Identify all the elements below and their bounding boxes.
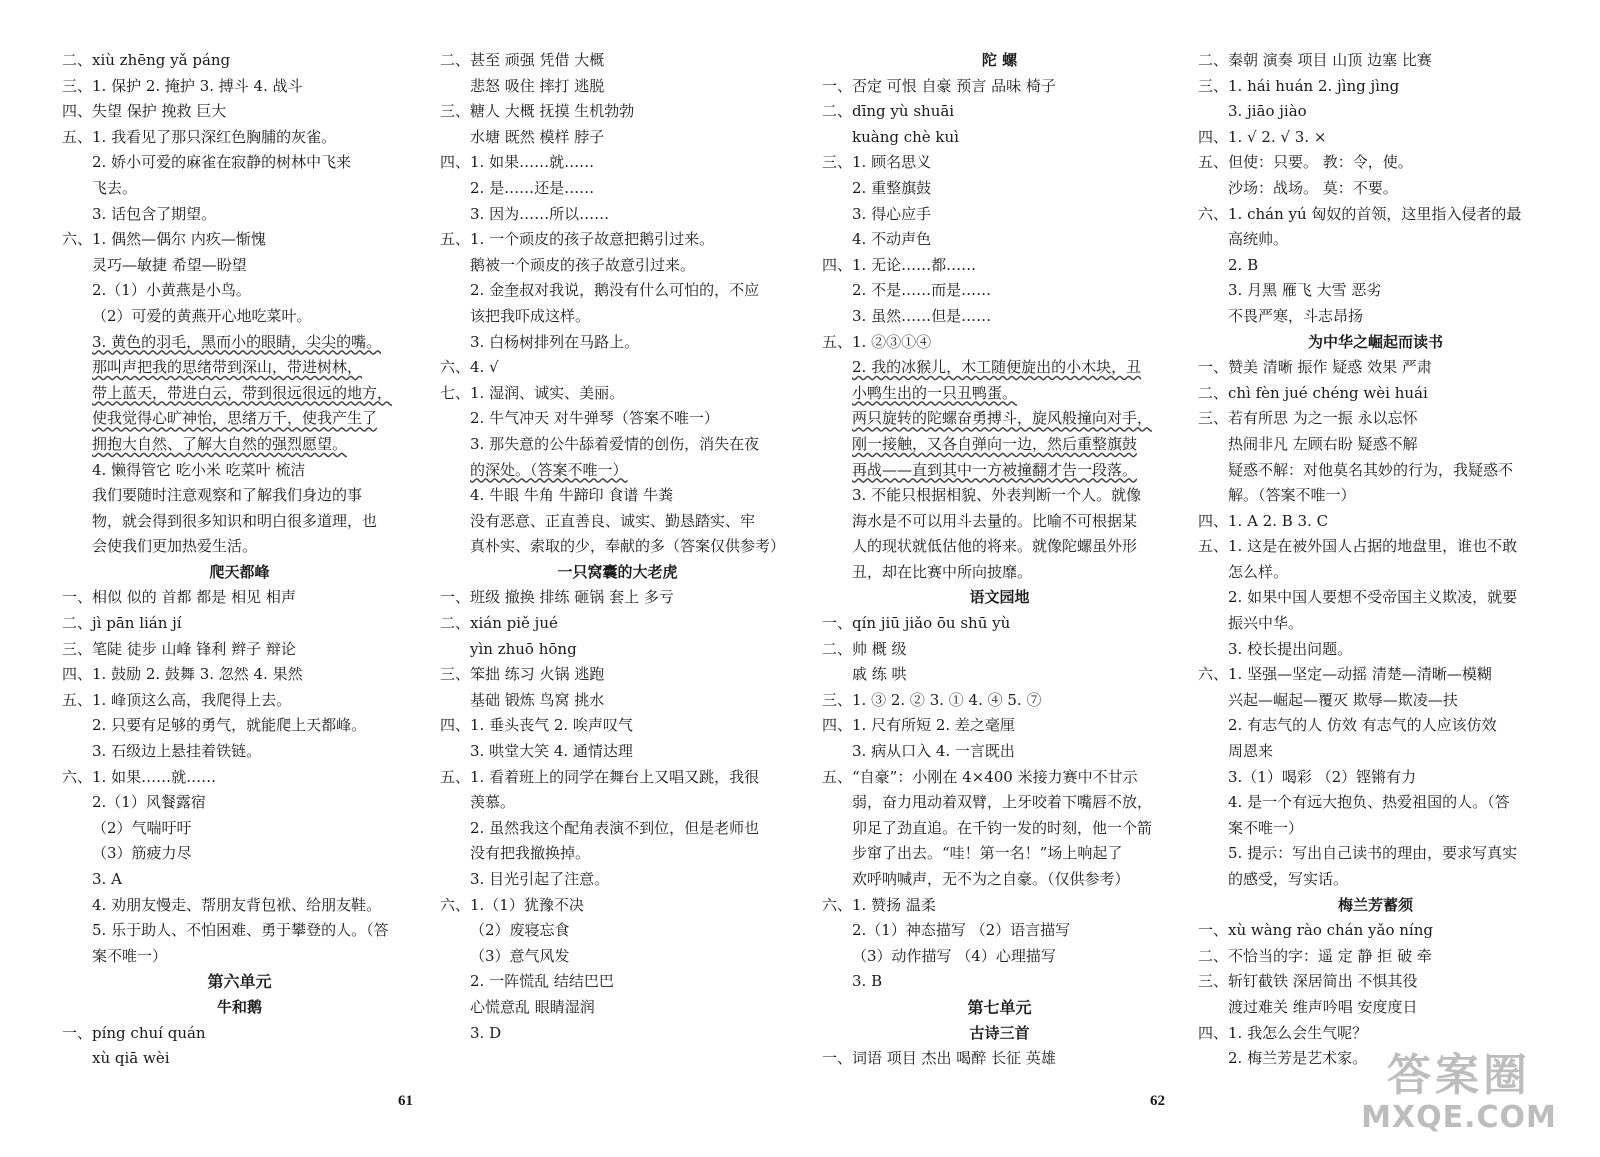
- answer-line: 兴起—崛起—覆灭 欺辱—欺凌—扶: [1228, 690, 1458, 709]
- answer-line: xù qiā wèi: [92, 1049, 170, 1068]
- answer-line: 悲怒 吸住 摔打 逃脱: [470, 76, 605, 95]
- answer-line: （3）筋疲力尽: [92, 844, 192, 863]
- answer-line: 高统帅。: [1228, 230, 1289, 249]
- answer-line: 三、笨拙 练习 火锅 逃跑: [440, 665, 605, 684]
- answer-line: 的感受，写实话。: [1228, 870, 1349, 888]
- answer-line: （3）动作描写 （4）心理描写: [852, 946, 1056, 965]
- answer-line: 六、4. √: [440, 358, 499, 377]
- answer-line: 3. A: [92, 870, 122, 888]
- page-number-left: 61: [398, 1093, 413, 1109]
- answer-column-1: [62, 48, 417, 1072]
- answer-line: 没有把我撤换掉。: [470, 844, 591, 863]
- answer-line: 二、dīng yù shuāi: [822, 102, 955, 121]
- answer-line: 二、xiù zhēng yǎ páng: [62, 51, 231, 69]
- page-number-right: 62: [1150, 1093, 1165, 1109]
- answer-line: 该把我吓成这样。: [470, 306, 591, 325]
- answer-line: 四、1. √ 2. √ 3. ×: [1198, 127, 1327, 146]
- answer-line: 3. 不能只根据相貌、外表判断一个人。就像: [852, 486, 1142, 505]
- section-heading: 陀 螺: [981, 51, 1018, 69]
- answer-line: （2）废寝忘食: [470, 921, 570, 940]
- answer-line: 没有恶意、正直善良、诚实、勤恳踏实、牢: [470, 511, 756, 530]
- answer-line: （2）气喘吁吁: [92, 818, 192, 837]
- answer-line: 弱，奋力甩动着双臂，上牙咬着下嘴唇不放，: [852, 793, 1153, 812]
- answer-line: 我们要随时注意观察和了解我们身边的事: [92, 486, 363, 505]
- answer-line: 拥抱大自然、了解大自然的强烈愿望。: [92, 434, 348, 453]
- answer-line: 人的现状就低估他的将来。就像陀螺虽外形: [852, 537, 1138, 556]
- answer-line: 二、不恰当的字：遥 定 静 拒 破 牵: [1198, 946, 1432, 965]
- answer-line: 案不唯一）: [92, 946, 168, 965]
- section-heading: 第七单元: [967, 997, 1032, 1017]
- answer-line: 四、1. 尺有所短 2. 差之毫厘: [822, 716, 1015, 735]
- answer-line: 2. 是……还是……: [470, 178, 595, 197]
- answer-line: 3. 虽然……但是……: [852, 306, 992, 325]
- answer-line: 一、否定 可恨 自豪 预言 品味 椅子: [822, 76, 1056, 95]
- answer-line: 5. 乐于助人、不怕困难、勇于攀登的人。（答: [92, 921, 389, 940]
- answer-line: 怎么样。: [1228, 562, 1289, 581]
- answer-line: 2.（1）神态描写 （2）语言描写: [852, 921, 1071, 940]
- watermark-logo: 答案圈: [1387, 1050, 1531, 1101]
- answer-line: 3. 得心应手: [852, 204, 932, 223]
- answer-line: 3. 校长提出问题。: [1228, 639, 1353, 658]
- answer-line: 五、“自豪”：小刚在 4×400 米接力赛中不甘示: [822, 767, 1138, 786]
- answer-line: 五、1. 这是在被外国人占据的地盘里，谁也不敢: [1198, 537, 1518, 556]
- watermark-site: MXQE.COM: [1361, 1100, 1557, 1135]
- section-heading: 梅兰芳蓄须: [1337, 895, 1413, 914]
- answer-line: 灵巧—敏捷 希望—盼望: [92, 255, 247, 274]
- section-heading: 牛和鹅: [216, 997, 262, 1016]
- watermark: [1354, 1051, 1564, 1141]
- answer-line: 三、笔陡 徒步 山峰 锋利 辫子 辩论: [62, 639, 296, 658]
- answer-line: 二、xián piě jué: [440, 614, 558, 633]
- answer-line: 真朴实、索取的少，奉献的多（答案仅供参考）: [470, 537, 786, 556]
- answer-column-2: [440, 48, 795, 1046]
- answer-line: 三、1. hái huán 2. jìng jìng: [1198, 76, 1400, 95]
- answer-line: 四、1. 如果……就……: [440, 153, 595, 172]
- answer-line: 六、1. 坚强—坚定—动摇 清楚—清晰—模糊: [1198, 665, 1492, 684]
- answer-line: 2. 虽然我这个配角表演不到位，但是老师也: [470, 818, 760, 837]
- answer-line: 四、1. 鼓励 2. 鼓舞 3. 忽然 4. 果然: [62, 665, 303, 684]
- answer-line: （3）意气风发: [470, 946, 570, 965]
- answer-line: 五、1. 我看见了那只深红色胸脯的灰雀。: [62, 127, 337, 146]
- answer-line: 四、1. 无论……都……: [822, 255, 977, 274]
- section-heading: 为中华之崛起而读书: [1307, 332, 1443, 351]
- answer-line: 2. 金奎叔对我说，鹅没有什么可怕的，不应: [470, 281, 760, 300]
- answer-line: 五、但使：只要。 教：令，使。: [1198, 153, 1413, 172]
- answer-line: （2）可爱的黄燕开心地吃菜叶。: [92, 306, 312, 325]
- answer-line: 四、失望 保护 挽救 巨大: [62, 102, 227, 121]
- answer-line: 3. 目光引起了注意。: [470, 870, 610, 888]
- answer-line: 3. 病从口入 4. 一言既出: [852, 742, 1015, 761]
- answer-line: 二、甚至 顽强 凭借 大概: [440, 51, 605, 69]
- answer-line: 四、1. A 2. B 3. C: [1198, 511, 1329, 530]
- section-heading: 古诗三首: [969, 1023, 1030, 1042]
- answer-line: 心慌意乱 眼睛湿润: [470, 997, 595, 1016]
- answer-line: 三、1. ③ 2. ② 3. ① 4. ④ 5. ⑦: [822, 690, 1042, 709]
- answer-line: 一、相似 似的 首都 都是 相见 相声: [62, 588, 296, 607]
- answer-line: 5. 提示：写出自己读书的理由，要求写真实: [1228, 844, 1518, 863]
- answer-line: 刚一接触，又各自弹向一边，然后重整旗鼓: [852, 434, 1138, 453]
- answer-line: 水塘 既然 模样 脖子: [470, 127, 605, 146]
- answer-column-3: [822, 48, 1177, 1072]
- section-heading: 第六单元: [207, 972, 272, 992]
- answer-line: 三、1. 保护 2. 掩护 3. 搏斗 4. 战斗: [62, 76, 303, 95]
- answer-line: 2. 牛气冲天 对牛弹琴（答案不唯一）: [470, 409, 719, 428]
- answer-line: 戚 练 哄: [852, 665, 907, 684]
- answer-line: 五、1. 一个顽皮的孩子故意把鹅引过来。: [440, 230, 715, 249]
- answer-line: 海水是不可以用斗去量的。比喻不可根据某: [852, 511, 1138, 530]
- answer-line: 物，就会得到很多知识和明白很多道理，也: [92, 511, 378, 530]
- answer-line: 3. 因为……所以……: [470, 204, 610, 223]
- answer-line: 周恩来: [1228, 742, 1274, 761]
- answer-line: 丑，却在比赛中所向披靡。: [852, 562, 1033, 581]
- answer-line: 步窜了出去。“哇！第一名！”场上响起了: [852, 844, 1123, 863]
- answer-line: 2. 一阵慌乱 结结巴巴: [470, 972, 614, 991]
- answer-line: 2. 不是……而是……: [852, 281, 992, 300]
- section-heading: 语文园地: [969, 588, 1030, 607]
- answer-line: 一、赞美 清晰 振作 疑惑 效果 严肃: [1198, 358, 1432, 377]
- answer-line: 六、1. 偶然—偶尔 内疚—惭愧: [62, 230, 266, 249]
- answer-line: 3. D: [470, 1023, 502, 1042]
- answer-line: 再战——直到其中一方被撞翻才告一段落。: [852, 460, 1138, 479]
- answer-line: 五、1. 峰顶这么高，我爬得上去。: [62, 690, 292, 709]
- answer-line: 2. 如果中国人要想不受帝国主义欺凌，就要: [1228, 588, 1518, 607]
- answer-line: 4. 懒得管它 吃小米 吃菜叶 梳洁: [92, 460, 306, 479]
- answer-line: 六、1. 赞扬 温柔: [822, 895, 936, 914]
- answer-line: 4. 是一个有远大抱负、热爱祖国的人。（答: [1228, 793, 1510, 812]
- answer-line: 振兴中华。: [1228, 614, 1304, 633]
- answer-line: 3. 那失意的公牛舔着爱情的创伤，消失在夜: [470, 434, 760, 453]
- answer-line: 三、若有所思 为之一振 永以忘怀: [1198, 409, 1418, 428]
- answer-line: 六、1. chán yú 匈奴的首领，这里指入侵者的最: [1198, 204, 1522, 223]
- answer-line: 七、1. 湿润、诚实、美丽。: [440, 383, 625, 402]
- answer-line: 不畏严寒，斗志昂扬: [1228, 306, 1364, 325]
- answer-line: 3. jiāo jiào: [1228, 102, 1307, 121]
- answer-line: 羡慕。: [470, 793, 516, 812]
- answer-line: 3. 月黑 雁飞 大雪 恶劣: [1228, 281, 1382, 300]
- answer-line: 四、1. 垂头丧气 2. 唉声叹气: [440, 716, 633, 735]
- answer-line: 3. 话包含了期望。: [92, 204, 217, 223]
- answer-line: 二、秦朝 演奏 项目 山顶 边塞 比赛: [1198, 51, 1432, 69]
- answer-line: 六、1.（1）犹豫不决: [440, 895, 584, 914]
- answer-line: 三、1. 顾名思义: [822, 153, 932, 172]
- answer-line: 解。（答案不唯一）: [1228, 486, 1356, 505]
- section-heading: 爬天都峰: [209, 562, 270, 581]
- answer-line: 4. 不动声色: [852, 230, 932, 249]
- answer-line: 那叫声把我的思绪带到深山，带进树林，: [92, 358, 363, 377]
- answer-line: 使我觉得心旷神怡，思绪万千，使我产生了: [92, 409, 378, 428]
- answer-line: yìn zhuō hōng: [470, 639, 577, 658]
- answer-line: 2. 重整旗鼓: [852, 178, 932, 197]
- answer-line: 飞去。: [92, 178, 138, 197]
- answer-line: 2.（1）小黄燕是小鸟。: [92, 281, 251, 300]
- answer-line: 三、斩钉截铁 深居简出 不惧其役: [1198, 972, 1418, 991]
- answer-line: 渡过难关 维声吟唱 安度度日: [1228, 997, 1418, 1016]
- answer-line: 2. 只要有足够的勇气，就能爬上天都峰。: [92, 716, 367, 735]
- answer-line: 沙场：战场。 莫：不要。: [1228, 178, 1398, 197]
- answer-line: 3. 白杨树排列在马路上。: [470, 332, 640, 351]
- answer-line: 三、糖人 大概 抚摸 生机勃勃: [440, 102, 635, 121]
- answer-line: 基础 锻炼 鸟窝 挑水: [470, 690, 605, 709]
- answer-line: 3. B: [852, 972, 883, 991]
- answer-line: 3. 黄色的羽毛，黑而小的眼睛，尖尖的嘴。: [92, 332, 382, 351]
- answer-line: 疑惑不解：对他莫名其妙的行为，我疑惑不: [1228, 460, 1514, 479]
- answer-line: 一、词语 项目 杰出 喝醉 长征 英雄: [822, 1049, 1056, 1068]
- section-heading: 一只窝囊的大老虎: [557, 562, 678, 581]
- answer-line: 鹅被一个顽皮的孩子故意引过来。: [470, 255, 696, 274]
- answer-line: 4. 劝朋友慢走、帮朋友背包袱、给朋友鞋。: [92, 895, 382, 914]
- answer-line: 2. 有志气的人 仿效 有志气的人应该仿效: [1228, 716, 1497, 735]
- answer-line: 二、帅 概 级: [822, 639, 907, 658]
- answer-line: 五、1. 看着班上的同学在舞台上又唱又跳，我很: [440, 767, 760, 786]
- answer-line: 3.（1）喝彩 （2）铿锵有力: [1228, 767, 1417, 786]
- answer-line: 4. 牛眼 牛角 牛蹄印 食谱 牛粪: [470, 486, 674, 505]
- answer-line: 2. 梅兰芳是艺术家。: [1228, 1049, 1368, 1068]
- answer-line: 案不唯一）: [1228, 818, 1304, 837]
- answer-line: 六、1. 如果……就……: [62, 767, 217, 786]
- answer-line: 3. 哄堂大笑 4. 通情达理: [470, 742, 633, 761]
- answer-line: 3. 石级边上悬挂着铁链。: [92, 742, 262, 761]
- answer-line: 一、píng chuí quán: [62, 1023, 206, 1042]
- answer-line: 一、xù wàng rào chán yǎo níng: [1198, 921, 1433, 940]
- answer-line: 2.（1）风餐露宿: [92, 793, 206, 812]
- answer-line: 欢呼呐喊声，无不为之自豪。（仅供参考）: [852, 870, 1130, 888]
- answer-column-4: [1198, 48, 1553, 1072]
- answer-line: 带上蓝天，带进白云，带到很远很远的地方，: [92, 383, 393, 402]
- answer-line: 小鸭生出的一只丑鸭蛋。: [852, 383, 1018, 402]
- answer-line: 卯足了劲直追。在千钧一发的时刻，他一个箭: [852, 818, 1153, 837]
- answer-line: kuàng chè kuì: [852, 127, 959, 146]
- answer-line: 五、1. ②③①④: [822, 332, 932, 351]
- answer-line: 2. B: [1228, 255, 1259, 274]
- answer-line: 热闹非凡 左顾右盼 疑惑不解: [1228, 434, 1418, 453]
- answer-line: 2. 娇小可爱的麻雀在寂静的树林中飞来: [92, 153, 352, 172]
- answer-line: 会使我们更加热爱生活。: [92, 537, 258, 556]
- answer-line: 二、chì fèn jué chéng wèi huái: [1198, 383, 1428, 402]
- answer-line: 四、1. 我怎么会生气呢？: [1198, 1023, 1368, 1042]
- answer-line: 一、qín jiū jiǎo ōu shū yù: [822, 614, 1011, 633]
- answer-line: 一、班级 撤换 排练 砸锅 套上 多亏: [440, 588, 674, 607]
- answer-line: 2. 我的冰猴儿，木工随便旋出的小木块，丑: [852, 358, 1142, 377]
- answer-line: 二、jì pān lián jí: [62, 614, 182, 633]
- answer-line: 的深处。（答案不唯一）: [470, 460, 628, 479]
- answer-line: 两只旋转的陀螺奋勇搏斗，旋风般撞向对手，: [852, 409, 1153, 428]
